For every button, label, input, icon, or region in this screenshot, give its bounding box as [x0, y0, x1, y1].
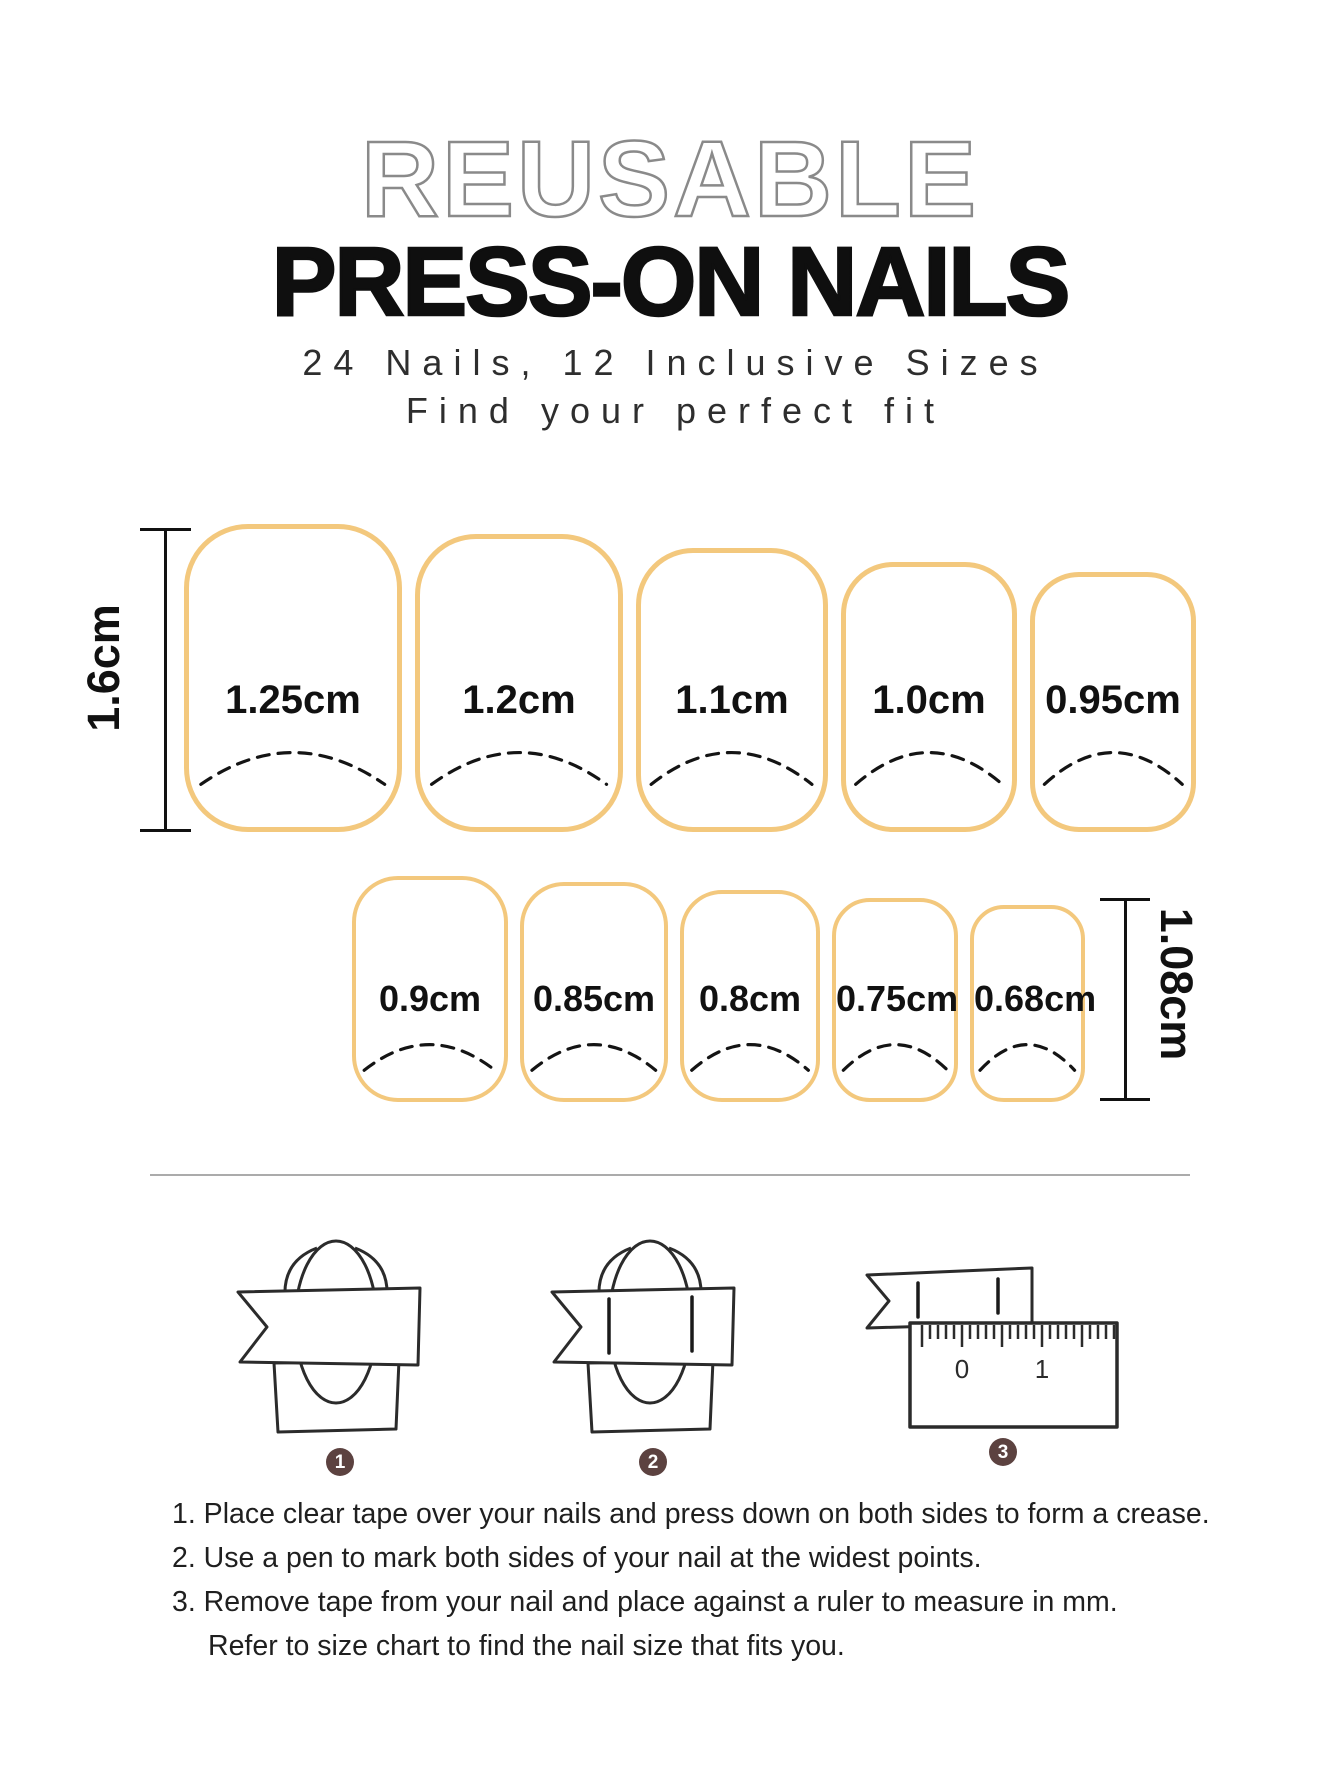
tape-ribbon — [867, 1268, 1032, 1328]
finger-base — [588, 1360, 713, 1432]
ruler-label-0: 0 — [954, 1354, 970, 1384]
row2-length-line — [1124, 898, 1127, 1101]
subtitle-count: 24 Nails, 12 Inclusive Sizes — [302, 342, 1049, 383]
nail-outline-0-75cm — [832, 898, 958, 1102]
nail-outline-0-9cm — [352, 876, 508, 1102]
cuticle-dashed-arc — [977, 1024, 1078, 1074]
tape-ribbon — [552, 1288, 734, 1365]
nail-outline-1-25cm — [184, 524, 402, 832]
nail-size-label: 1.0cm — [872, 678, 986, 722]
ruler-body — [910, 1323, 1117, 1427]
cuticle-dashed-arc — [195, 727, 391, 789]
nail-size-label: 1.25cm — [225, 678, 361, 722]
cuticle-dashed-arc — [688, 1024, 812, 1074]
page-title: PRESS-ON NAILS — [271, 227, 1069, 336]
nail-size-row-2 — [352, 876, 1097, 1102]
instructions-list — [172, 1492, 1232, 1668]
cuticle-dashed-arc — [528, 1024, 660, 1074]
instruction-step-2: 2. Use a pen to mark both sides of your nail at the widest points. — [172, 1542, 982, 1574]
nail-outline-1-1cm — [636, 548, 828, 832]
step1-badge — [326, 1448, 354, 1476]
cuticle-dashed-arc — [840, 1024, 951, 1074]
nail-size-label: 0.9cm — [378, 978, 482, 1019]
nail-size-label: 1.1cm — [675, 678, 789, 722]
step3-measure-on-ruler-illustration — [855, 1245, 1135, 1445]
row2-length-cap-top — [1100, 898, 1150, 901]
nail-outline-0-85cm — [520, 882, 668, 1102]
nail-outline-0-8cm — [680, 890, 820, 1102]
nail-outline-0-95cm — [1030, 572, 1196, 832]
nail-size-row-1 — [184, 524, 1196, 832]
step3-badge — [989, 1438, 1017, 1466]
nail-outline-0-68cm — [970, 905, 1097, 1102]
cuticle-dashed-arc — [646, 727, 817, 789]
row2-length-label: 1.08cm — [1151, 907, 1202, 1061]
instruction-step-3-continued: Refer to size chart to find the nail size that fits you. — [208, 1630, 845, 1662]
step2-badge — [639, 1448, 667, 1476]
nail-outline-1-0cm — [841, 562, 1017, 832]
nail-size-label: 0.8cm — [698, 978, 802, 1019]
row2-length-cap-bottom — [1100, 1098, 1150, 1101]
section-divider — [150, 1174, 1190, 1176]
step1-tape-on-nail-illustration — [225, 1235, 455, 1450]
step1-badge-number: 1 — [334, 1451, 346, 1473]
nail-size-label: 0.68cm — [974, 978, 1097, 1019]
tape-ribbon — [238, 1288, 420, 1365]
outline-title — [0, 126, 1340, 242]
nail-size-label: 0.85cm — [532, 978, 656, 1019]
outline-title-text: REUSABLE — [360, 126, 980, 239]
cuticle-dashed-arc — [851, 727, 1007, 789]
nail-size-label: 1.2cm — [462, 678, 576, 722]
step2-badge-number: 2 — [647, 1451, 659, 1473]
step3-badge-number: 3 — [997, 1441, 1009, 1463]
subtitle-tagline: Find your perfect fit — [405, 390, 946, 431]
instruction-step-1: 1. Place clear tape over your nails and press down on both sides to form a crease. — [172, 1498, 1210, 1530]
nail-size-label: 0.95cm — [1045, 678, 1181, 722]
finger-base — [274, 1360, 399, 1432]
step2-mark-widest-points-illustration — [539, 1235, 769, 1450]
row1-length-label: 1.6cm — [78, 604, 129, 732]
cuticle-dashed-arc — [360, 1024, 499, 1074]
instruction-step-3: 3. Remove tape from your nail and place against a ruler to measure in mm. — [172, 1586, 1118, 1618]
ruler-label-1: 1 — [1034, 1354, 1050, 1384]
cuticle-dashed-arc — [426, 727, 612, 789]
nail-size-label: 0.75cm — [836, 978, 959, 1019]
row1-length-line — [164, 528, 167, 832]
nail-outline-1-2cm — [415, 534, 623, 832]
cuticle-dashed-arc — [1040, 727, 1187, 789]
